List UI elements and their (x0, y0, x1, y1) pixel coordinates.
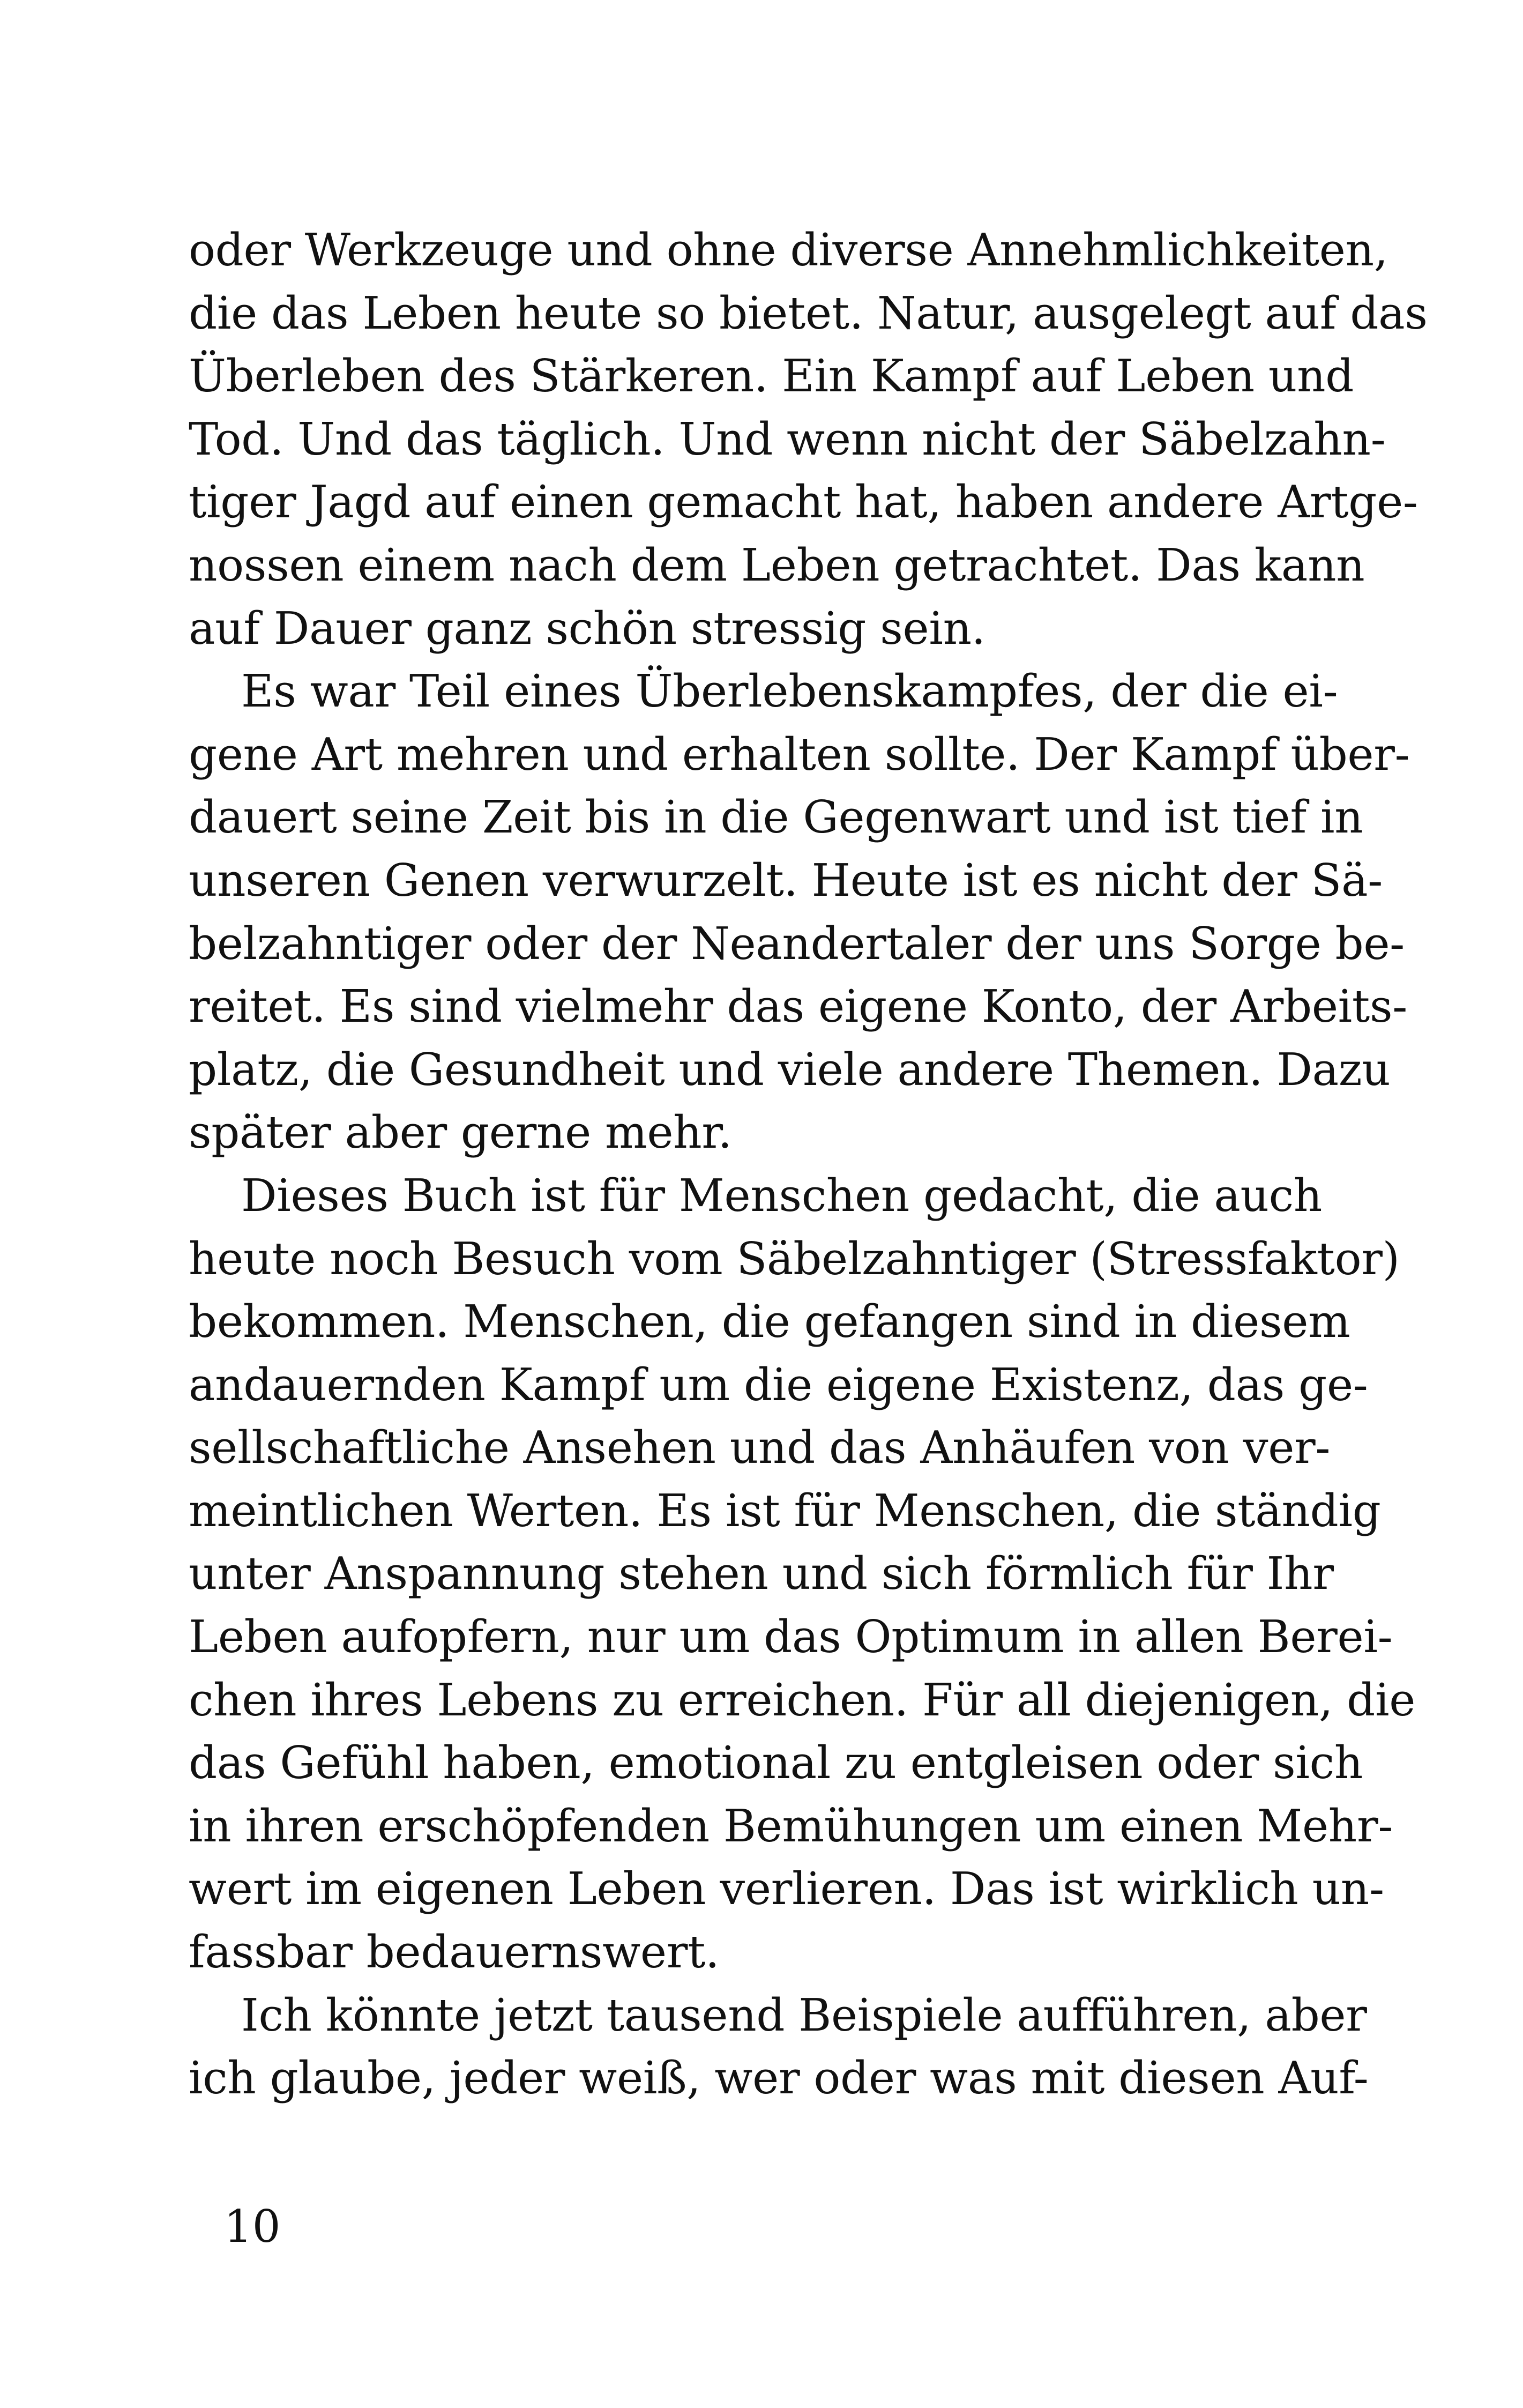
paragraph (189, 660, 1410, 1164)
text-line: bekommen. Menschen, die gefangen sind in diesem (189, 1296, 1350, 1348)
text-line: Dieses Buch ist für Menschen gedacht, die auch (241, 1169, 1323, 1222)
text-line: sellschaftliche Ansehen und das Anhäufen von ver- (189, 1422, 1331, 1474)
text-line: nossen einem nach dem Leben getrachtet. Das kann (189, 539, 1365, 591)
text-line: meintlichen Werten. Es ist für Menschen, die ständig (189, 1484, 1381, 1537)
text-line: andauernden Kampf um die eigene Existenz, das ge- (189, 1358, 1368, 1411)
text-line: Es war Teil eines Überlebenskampfes, der die ei- (241, 665, 1338, 718)
text-line: chen ihres Lebens zu erreichen. Für all diejenigen, die (189, 1674, 1416, 1726)
text-line: Tod. Und das täglich. Und wenn nicht der Säbelzahn- (189, 413, 1386, 465)
text-line: auf Dauer ganz schön stressig sein. (189, 602, 986, 655)
text-line: das Gefühl haben, emotional zu entgleisen oder sich (189, 1737, 1363, 1789)
text-line: oder Werkzeuge und ohne diverse Annehmlichkeiten, (189, 224, 1388, 276)
text-line: fassbar bedauernswert. (189, 1926, 720, 1979)
text-line: ich glaube, jeder weiß, wer oder was mit diesen Auf- (189, 2052, 1369, 2105)
body-text (189, 219, 1428, 2110)
paragraph (189, 219, 1428, 660)
text-line: unseren Genen verwurzelt. Heute ist es nicht der Sä- (189, 854, 1383, 906)
text-line: belzahntiger oder der Neandertaler der uns Sorge be- (189, 917, 1405, 970)
text-line: tiger Jagd auf einen gemacht hat, haben andere Artge- (189, 476, 1418, 529)
text-line: gene Art mehren und erhalten sollte. Der Kampf über- (189, 728, 1410, 781)
text-line: unter Anspannung stehen und sich förmlich für Ihr (189, 1548, 1334, 1600)
text-line: wert im eigenen Leben verlieren. Das ist wirklich un- (189, 1863, 1384, 1915)
paragraph (189, 1164, 1416, 1984)
text-line: die das Leben heute so bietet. Natur, ausgelegt auf das (189, 287, 1428, 339)
page-number: 10 (224, 2201, 281, 2253)
text-line: heute noch Besuch vom Säbelzahntiger (Stressfaktor) (189, 1232, 1400, 1285)
text-line: reitet. Es sind vielmehr das eigene Konto, der Arbeits- (189, 980, 1408, 1033)
text-line: Leben aufopfern, nur um das Optimum in allen Berei- (189, 1611, 1393, 1663)
text-line: dauert seine Zeit bis in die Gegenwart und ist tief in (189, 791, 1363, 844)
text-line: Ich könnte jetzt tausend Beispiele aufführen, aber (241, 1989, 1367, 2041)
text-line: später aber gerne mehr. (189, 1106, 732, 1159)
text-line: platz, die Gesundheit und viele andere Themen. Dazu (189, 1043, 1391, 1096)
paragraph (189, 1984, 1369, 2110)
text-line: in ihren erschöpfenden Bemühungen um einen Mehr- (189, 1800, 1393, 1852)
text-line: Überleben des Stärkeren. Ein Kampf auf Leben und (189, 350, 1354, 403)
